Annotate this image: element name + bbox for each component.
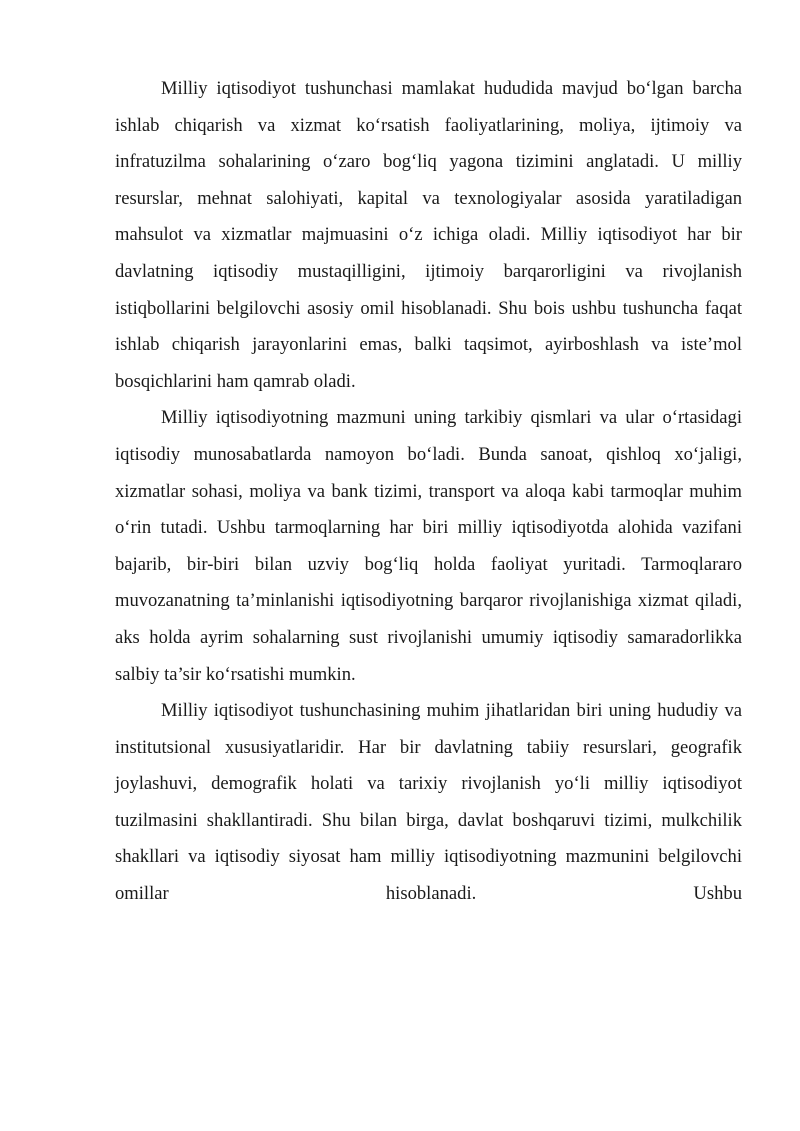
paragraph-2: Milliy iqtisodiyotning mazmuni uning tarkibiy qismlari va ular o‘rtasidagi iqtisodiy munosabatlarda namoyon bo‘ladi. Bunda sanoat, qishloq xo‘jaligi, xizmatlar sohasi, moliya va bank tizimi, transport va aloqa kabi tarmoqlar muhim o‘rin tutadi. Ushbu tarmoqlarning har biri milliy iqtisodiyotda alohida vazifani bajarib, bir-biri bilan uzviy bog‘liq holda faoliyat yuritadi. Tarmoqlararo muvozanatning ta’minlanishi iqtisodiyotning barqaror rivojlanishiga xizmat qiladi, aks holda ayrim sohalarning sust rivojlanishi umumiy iqtisodiy samaradorlikka salbiy ta’sir ko‘rsatishi mumkin. bbox=[115, 407, 742, 685]
paragraph-3: Milliy iqtisodiyot tushunchasining muhim jihatlaridan biri uning hududiy va institutsional xususiyatlaridir. Har bir davlatning tabiiy resurslari, geografik joylashuvi, demografik holati va tarixiy rivojlanish yo‘li milliy iqtisodiyot tuzilmasini shakllantiradi. Shu bilan birga, davlat boshqaruvi tizimi, mulkchilik shakllari va iqtisodiy siyosat ham milliy iqtisodiyotning mazmunini belgilovchi omillar hisoblanadi. Ushbu bbox=[115, 700, 742, 905]
document-page bbox=[115, 71, 742, 913]
paragraph-1: Milliy iqtisodiyot tushunchasi mamlakat hududida mavjud bo‘lgan barcha ishlab chiqarish va xizmat ko‘rsatish faoliyatlarining, moliya, ijtimoiy va infratuzilma sohalarining o‘zaro bog‘liq yagona tizimini anglatadi. U milliy resurslar, mehnat salohiyati, kapital va texnologiyalar asosida yaratiladigan mahsulot va xizmatlar majmuasini o‘z ichiga oladi. Milliy iqtisodiyot har bir davlatning iqtisodiy mustaqilligini, ijtimoiy barqarorligini va rivojlanish istiqbollarini belgilovchi asosiy omil hisoblanadi. Shu bois ushbu tushuncha faqat ishlab chiqarish jarayonlarini emas, balki taqsimot, ayirboshlash va iste’mol bosqichlarini ham qamrab oladi. bbox=[115, 78, 742, 392]
